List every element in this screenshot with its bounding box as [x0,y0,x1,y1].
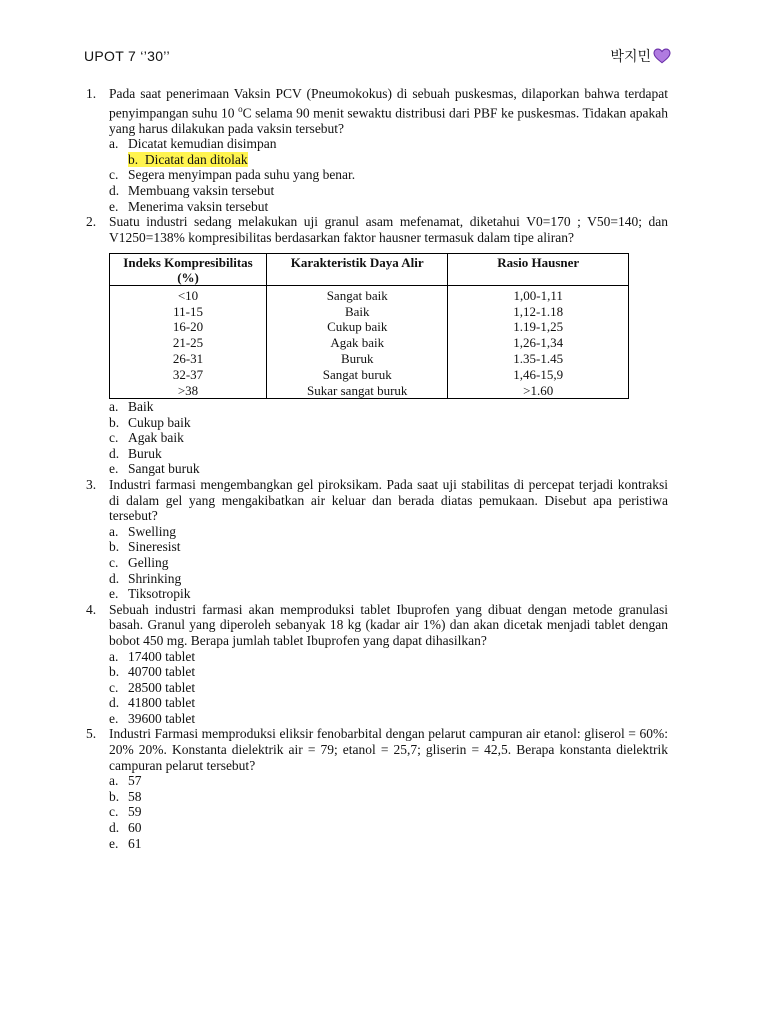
question-number: 3. [86,476,97,492]
question-number: 1. [86,86,97,101]
table-header-cell: Indeks Kompresibilitas (%) [110,254,267,286]
question-1 [84,86,668,214]
question-number: 4. [86,601,97,617]
option-letter: a. [109,399,119,415]
table-cell: 16-20 [110,319,267,335]
answer-option-b [109,539,668,555]
answer-option-a [109,136,668,152]
answer-option-c [109,680,668,696]
option-letter: b. [109,414,120,430]
degree-mark: o [238,103,243,114]
option-text: 58 [128,788,142,804]
answer-option-a [109,649,668,665]
purple-heart-icon [653,48,671,64]
option-letter: b. [109,664,120,680]
table-cell: 11-15 [110,303,267,319]
option-text: 39600 tablet [128,710,196,726]
option-text: 17400 tablet [128,648,196,664]
table-cell: >1.60 [448,382,629,398]
option-letter: a. [109,773,119,789]
answer-option-b [109,415,668,431]
question-text: Sebuah industri farmasi akan memproduksi tablet Ibuprofen yang dibuat dengan metode granulasi basah. Granul yang diperoleh sebanyak 18 kg (kadar air 1%) dan akan dicetak menjadi tablet dengan bobot 450 mg. Berapa jumlah tablet Ibuprofen yang dapat dihasilkan? [109,601,668,648]
option-text: Gelling [128,554,169,570]
table-row [110,319,629,335]
option-text: Dicatat kemudian disimpan [128,136,277,152]
table-header-cell: Karakteristik Daya Alir [267,254,448,286]
answer-options [109,136,668,214]
table-cell: 1,00-1,11 [448,286,629,303]
option-text: 60 [128,820,142,836]
option-text: Tiksotropik [128,586,191,602]
table-cell: Sangat baik [267,286,448,303]
question-3 [84,477,668,602]
answer-options [109,773,668,851]
option-letter: a. [109,136,119,152]
option-letter: d. [109,820,120,836]
table-cell: 1.35-1.45 [448,351,629,367]
question-text: Industri Farmasi memproduksi eliksir fenobarbital dengan pelarut campuran air etanol: gliserol = 60%: 20% 20%. Konstanta dielektrik air = 79; etanol = 25,7; gliserin = 42,5. Berapa konstanta dielektrik campuran pelarut tersebut? [109,726,668,773]
question-text-part: C selama 90 menit sewaktu distribusi dari PBF ke puskesmas. Tidakan apakah yang harus dilakukan pada vaksin tersebut? [109,105,668,136]
question-number: 2. [86,214,97,230]
option-letter: d. [109,570,120,586]
question-2 [84,214,668,477]
option-text: Segera menyimpan pada suhu yang benar. [128,167,356,183]
option-letter: e. [109,835,119,851]
table-cell: 32-37 [110,366,267,382]
answer-option-a [109,524,668,540]
answer-option-e [109,836,668,852]
highlighted-answer [128,152,248,167]
option-text: Buruk [128,445,162,461]
option-letter: b. [109,539,120,555]
answer-option-b [109,152,668,168]
answer-option-b [109,789,668,805]
table-cell: 26-31 [110,351,267,367]
option-letter: c. [109,679,119,695]
option-text: Cukup baik [128,414,191,430]
answer-option-b [109,664,668,680]
flow-property-table [109,253,629,399]
answer-option-e [109,461,668,477]
question-list [84,86,668,851]
table-cell: Buruk [267,351,448,367]
option-text: Sineresist [128,539,181,555]
question-4 [84,602,668,727]
answer-option-c [109,167,668,183]
option-text: 57 [128,773,142,789]
question-text [109,86,668,136]
answer-option-c [109,555,668,571]
answer-option-a [109,399,668,415]
option-text: Baik [128,399,154,415]
table-row [110,286,629,303]
option-letter: d. [109,183,120,199]
answer-options [109,399,668,477]
table-cell: 1,12-1.18 [448,303,629,319]
question-text-part: Pada saat penerimaan Vaksin PCV (Pneumokokus) di sebuah puskesmas, dilaporkan bahwa terdapat penyimpangan suhu 10 [109,86,668,121]
option-letter: d. [109,445,120,461]
table-header-cell: Rasio Hausner [448,254,629,286]
option-letter: b. [128,151,139,167]
answer-option-d [109,695,668,711]
table-cell: Sangat buruk [267,366,448,382]
question-5 [84,726,668,851]
question-text: Suatu industri sedang melakukan uji granul asam mefenamat, diketahui V0=170 ; V50=140; dan V1250=138% kompresibilitas berdasarkan faktor hausner termasuk dalam tipe aliran? [109,214,668,245]
answer-option-d [109,183,668,199]
table-cell: 1,46-15,9 [448,366,629,382]
option-letter: a. [109,648,119,664]
option-text: 40700 tablet [128,664,196,680]
option-letter: c. [109,804,119,820]
table-row [110,335,629,351]
option-letter: a. [109,523,119,539]
option-text: 61 [128,835,142,851]
table-cell: Sukar sangat buruk [267,382,448,398]
table-row [110,303,629,319]
question-number: 5. [86,726,97,742]
table-header-row [110,254,629,286]
answer-option-e [109,586,668,602]
page-header [84,46,671,66]
option-text: 41800 tablet [128,695,196,711]
option-letter: d. [109,695,120,711]
table-cell: Agak baik [267,335,448,351]
table-row [110,351,629,367]
answer-option-d [109,571,668,587]
table-cell: Baik [267,303,448,319]
table-cell: 1.19-1,25 [448,319,629,335]
option-letter: e. [109,461,119,477]
option-letter: c. [109,554,119,570]
option-text: Shrinking [128,570,182,586]
option-letter: e. [109,198,119,214]
table-cell: >38 [110,382,267,398]
option-text: Sangat buruk [128,461,200,477]
answer-option-d [109,820,668,836]
answer-options [109,524,668,602]
header-author [610,46,671,66]
table-cell: 1,26-1,34 [448,335,629,351]
answer-option-e [109,711,668,727]
option-letter: c. [109,430,119,446]
answer-options [109,649,668,727]
option-text: Swelling [128,523,177,539]
answer-option-d [109,446,668,462]
option-letter: e. [109,710,119,726]
option-letter: c. [109,167,119,183]
option-text: Dicatat dan ditolak [144,151,248,167]
option-text: Menerima vaksin tersebut [128,198,269,214]
option-text: 59 [128,804,142,820]
option-letter: e. [109,586,119,602]
table-row [110,366,629,382]
option-text: 28500 tablet [128,679,196,695]
table-cell: 21-25 [110,335,267,351]
author-name: 박지민 [610,49,651,65]
answer-option-e [109,199,668,215]
option-text: Agak baik [128,430,184,446]
question-text: Industri farmasi mengembangkan gel piroksikam. Pada saat uji stabilitas di percepat terjadi kontraksi di dalam gel yang mengakibatkan air keluar dan berada diatas pemukaan. Disebut apa peristiwa tersebut? [109,476,668,524]
answer-option-c [109,430,668,446]
table-cell: Cukup baik [267,319,448,335]
answer-option-c [109,804,668,820]
header-title: UPOT 7 ‘’30’’ [84,48,170,64]
option-text: Membuang vaksin tersebut [128,183,275,199]
table-cell: <10 [110,286,267,303]
option-letter: b. [109,788,120,804]
table-row [110,382,629,398]
answer-option-a [109,773,668,789]
